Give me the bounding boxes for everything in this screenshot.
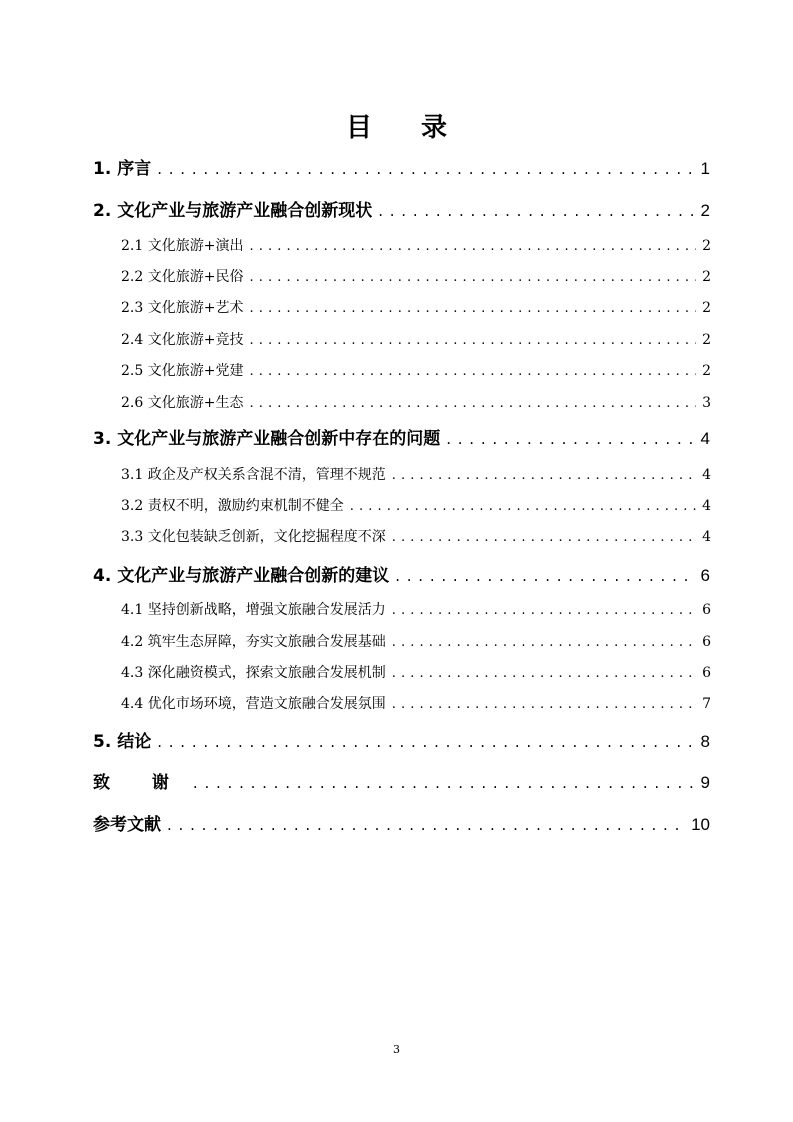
dot-leader — [157, 157, 694, 181]
toc-page-number: 1 — [700, 159, 710, 178]
dot-leader — [167, 813, 685, 837]
dot-leader — [157, 730, 694, 754]
toc-entry-2-6[interactable] — [121, 392, 711, 414]
dot-leader — [392, 600, 696, 622]
toc-page-number: 2 — [702, 269, 711, 285]
dot-leader — [395, 564, 694, 588]
toc-entry-3-1[interactable] — [121, 464, 711, 486]
toc-entry-2-5[interactable] — [121, 360, 711, 382]
toc-title: 目 录 — [345, 113, 468, 143]
toc-entry-label: 3.2 责权不明，激励约束机制不健全 — [121, 498, 344, 514]
toc-entry-3-2[interactable] — [121, 495, 711, 517]
toc-page-number: 6 — [702, 665, 711, 681]
toc-entry-label: 4.2 筑牢生态屏障，夯实文旅融合发展基础 — [121, 634, 386, 650]
toc-entry-4-3[interactable] — [121, 662, 711, 684]
toc-entry-label: 4.4 优化市场环境，营造文旅融合发展氛围 — [121, 696, 386, 712]
toc-page-number: 7 — [702, 696, 711, 712]
toc-entry-label: 参考文献 — [93, 815, 161, 835]
dot-leader — [392, 694, 696, 716]
dot-leader — [392, 527, 696, 549]
dot-leader — [378, 199, 694, 223]
toc-entry-label: 4.3 深化融资模式，探索文旅融合发展机制 — [121, 665, 386, 681]
dot-leader — [350, 496, 696, 518]
dot-leader — [249, 393, 696, 415]
toc-entry-label: 5. 结论 — [93, 732, 152, 752]
footer-page-number: 3 — [393, 1043, 400, 1056]
toc-entry-label: 2.2 文化旅游+民俗 — [121, 269, 244, 285]
dot-leader — [249, 267, 696, 289]
dot-leader — [249, 236, 696, 258]
toc-page-number: 2 — [702, 363, 711, 379]
toc-page-number: 6 — [702, 602, 711, 618]
toc-entry-label: 1. 序言 — [93, 159, 152, 179]
toc-entry-label: 3.1 政企及产权关系含混不清，管理不规范 — [121, 467, 386, 483]
toc-entry-2-3[interactable] — [121, 297, 711, 319]
toc-entry-label: 2.1 文化旅游+演出 — [121, 238, 244, 254]
toc-entry-references[interactable] — [93, 813, 710, 837]
toc-page-number: 4 — [700, 429, 710, 448]
toc-page-number: 2 — [702, 300, 711, 316]
toc-entry-label: 4. 文化产业与旅游产业融合创新的建议 — [93, 566, 390, 586]
toc-entry-2-4[interactable] — [121, 329, 711, 351]
toc-entry-label: 3.3 文化包装缺乏创新，文化挖掘程度不深 — [121, 529, 386, 545]
toc-page-number: 4 — [702, 498, 711, 514]
toc-entry-conclusion[interactable] — [93, 730, 710, 754]
toc-page-number: 2 — [702, 238, 711, 254]
toc-entry-label: 3. 文化产业与旅游产业融合创新中存在的问题 — [93, 429, 441, 449]
toc-entry-4-1[interactable] — [121, 599, 711, 621]
toc-entry-4-4[interactable] — [121, 693, 711, 715]
dot-leader — [446, 427, 694, 451]
toc-page-number: 6 — [702, 634, 711, 650]
dot-leader — [392, 663, 696, 685]
toc-page-number: 10 — [691, 815, 710, 834]
toc-entry-section-4[interactable] — [93, 564, 710, 588]
toc-entry-3-3[interactable] — [121, 526, 711, 548]
toc-entry-label: 2.6 文化旅游+生态 — [121, 395, 244, 411]
toc-entry-acknowledgements[interactable] — [93, 771, 710, 795]
toc-page-number: 3 — [702, 395, 711, 411]
toc-entry-preface[interactable] — [93, 157, 710, 181]
dot-leader — [193, 771, 695, 795]
toc-entry-section-2[interactable] — [93, 199, 710, 223]
toc-page-number: 6 — [700, 566, 710, 585]
dot-leader — [249, 361, 696, 383]
toc-page-number: 2 — [700, 201, 710, 220]
toc-page-number: 9 — [700, 773, 710, 792]
toc-entry-label: 致 谢 — [93, 773, 187, 793]
toc-entry-label: 4.1 坚持创新战略，增强文旅融合发展活力 — [121, 602, 386, 618]
toc-page-number: 8 — [700, 732, 710, 751]
toc-entry-label: 2. 文化产业与旅游产业融合创新现状 — [93, 201, 373, 221]
toc-entry-4-2[interactable] — [121, 631, 711, 653]
toc-entry-2-1[interactable] — [121, 235, 711, 257]
toc-entry-label: 2.3 文化旅游+艺术 — [121, 300, 244, 316]
toc-entry-label: 2.4 文化旅游+竞技 — [121, 332, 244, 348]
toc-page-number: 2 — [702, 332, 711, 348]
toc-entry-2-2[interactable] — [121, 266, 711, 288]
dot-leader — [249, 298, 696, 320]
toc-page-number: 4 — [702, 529, 711, 545]
toc-entry-label: 2.5 文化旅游+党建 — [121, 363, 244, 379]
dot-leader — [249, 330, 696, 352]
toc-page-number: 4 — [702, 467, 711, 483]
dot-leader — [392, 465, 696, 487]
toc-entry-section-3[interactable] — [93, 427, 710, 451]
dot-leader — [392, 632, 696, 654]
